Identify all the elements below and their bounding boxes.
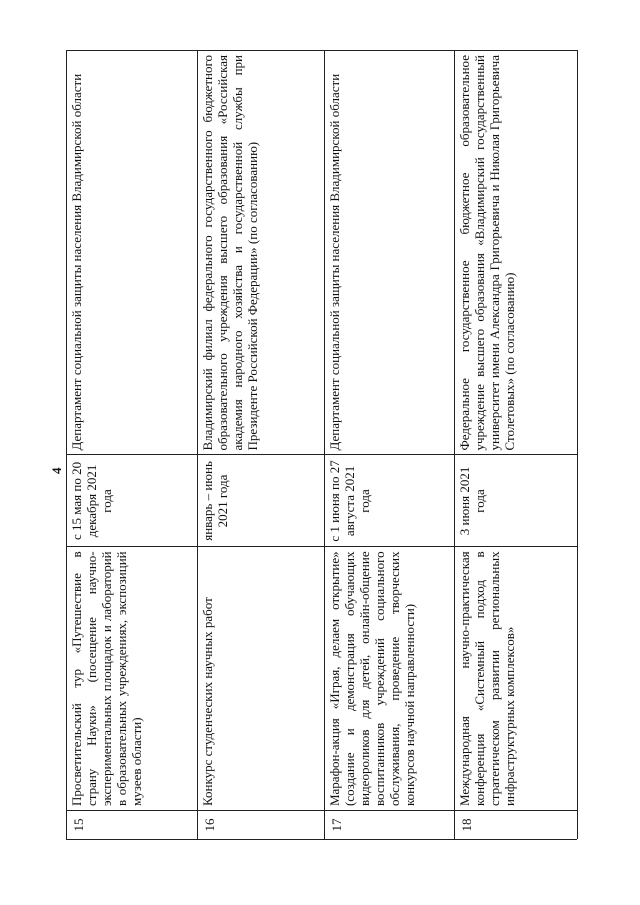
table-row bbox=[67, 50, 198, 839]
table-row bbox=[325, 50, 455, 839]
responsible-organization: Департамент социальной защиты населения Владимирской области bbox=[67, 50, 198, 454]
row-number: 18 bbox=[455, 810, 578, 839]
event-date: с 15 мая по 20 декабря 2021 года bbox=[67, 454, 198, 546]
event-name: Конкурс студенческих научных работ bbox=[198, 546, 325, 810]
event-name: Международная научно-практическая конференция «Системный подход в стратегическом развитии региональных инфраструктурных комплексов» bbox=[455, 546, 578, 810]
event-name: Марафон-акция «Играя, делаем открытие» (создание и демонстрация обучающих видеороликов для детей, онлайн-общение воспитанников учреждений социального обслуживания, проведение творческих конкурсов научной направленности) bbox=[325, 546, 455, 810]
row-number: 17 bbox=[325, 810, 455, 839]
page-number: 4 bbox=[49, 467, 64, 474]
responsible-organization: Федеральное государственное бюджетное образовательное учреждение высшего образования «Владимирский государственный университет имени Александра Григорьевича и Николая Григорьевича Столетовых» (по согласованию) bbox=[455, 50, 578, 454]
responsible-organization: Департамент социальной защиты населения Владимирской области bbox=[325, 50, 455, 454]
table-row bbox=[455, 50, 578, 839]
event-date: с 1 июня по 27 августа 2021 года bbox=[325, 454, 455, 546]
row-number: 15 bbox=[67, 810, 198, 839]
responsible-organization: Владимирский филиал федерального государственного бюджетного образовательного учреждения высшего образования «Российская академия народного хозяйства и государственной службы при Президенте Российской Федерации» (по согласованию) bbox=[198, 50, 325, 454]
table-row bbox=[198, 50, 325, 839]
event-name: Просветительский тур «Путешествие в страну Науки» (посещение научно-экспериментальных площадок и лабораторий в образовательных учреждениях, экспозиций музеев области) bbox=[67, 546, 198, 810]
row-number: 16 bbox=[198, 810, 325, 839]
event-date: январь – июнь 2021 года bbox=[198, 454, 325, 546]
event-date: 3 июня 2021 года bbox=[455, 454, 578, 546]
events-table bbox=[66, 50, 577, 840]
